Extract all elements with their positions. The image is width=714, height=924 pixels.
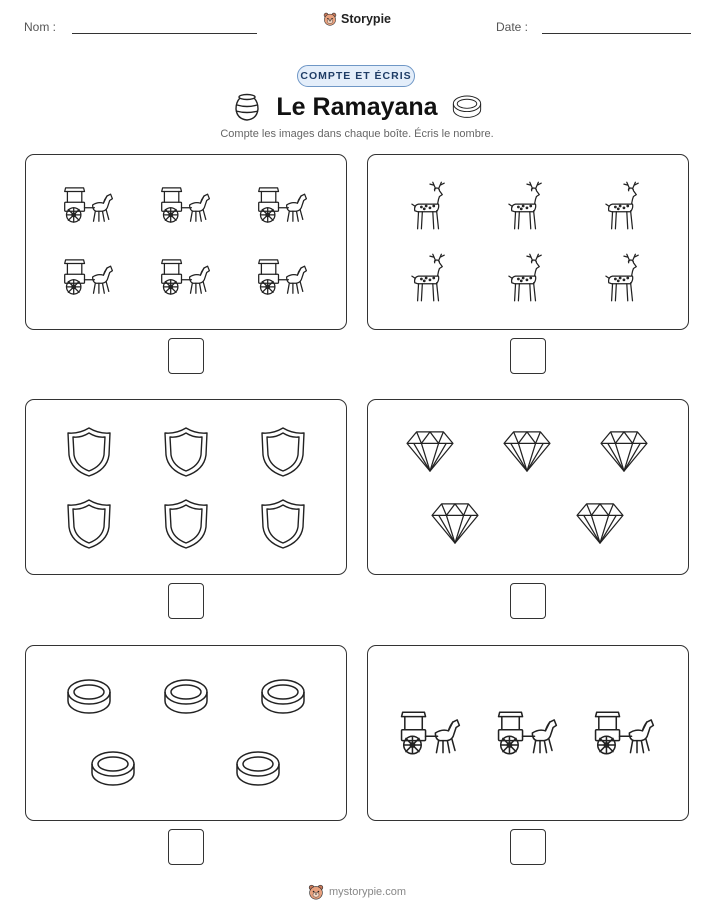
- count-panel-2: [367, 154, 689, 330]
- diamond-icon: [430, 501, 480, 545]
- ring-icon: [90, 749, 136, 789]
- deer-icon: [507, 251, 545, 305]
- shield-icon: [163, 426, 209, 478]
- title-row: [0, 92, 714, 122]
- chariot-icon: [159, 257, 213, 297]
- chariot-icon: [256, 257, 310, 297]
- brand-name: Storypie: [340, 12, 391, 26]
- ring-icon: [260, 677, 306, 717]
- footer-site: mystorypie.com: [328, 886, 407, 898]
- shield-icon: [260, 498, 306, 550]
- answer-box-6[interactable]: [510, 829, 546, 865]
- shield-icon: [163, 498, 209, 550]
- deer-icon: [410, 179, 448, 233]
- name-label: Nom :: [24, 20, 57, 34]
- shield-icon: [260, 426, 306, 478]
- answer-box-4[interactable]: [510, 583, 546, 619]
- deer-icon: [604, 179, 642, 233]
- activity-badge: COMPTE ET ÉCRIS: [297, 65, 415, 87]
- diamond-icon: [575, 501, 625, 545]
- date-line[interactable]: [542, 33, 691, 34]
- ring-icon: [163, 677, 209, 717]
- count-panel-4: [367, 399, 689, 575]
- ring-icon: [452, 94, 482, 120]
- answer-box-1[interactable]: [168, 338, 204, 374]
- footer: [0, 884, 714, 900]
- deer-icon: [410, 251, 448, 305]
- chariot-icon: [592, 709, 658, 757]
- count-panel-6: [367, 645, 689, 821]
- chariot-icon: [159, 185, 213, 225]
- page-title: Le Ramayana: [276, 92, 438, 121]
- answer-box-3[interactable]: [168, 583, 204, 619]
- brand-logo: [0, 12, 714, 26]
- diamond-icon: [405, 429, 455, 473]
- instruction-text: Compte les images dans chaque boîte. Écris le nombre.: [220, 128, 494, 140]
- date-label: Date :: [496, 20, 529, 34]
- deer-icon: [604, 251, 642, 305]
- count-panel-5: [25, 645, 347, 821]
- answer-box-5[interactable]: [168, 829, 204, 865]
- name-line[interactable]: [72, 33, 257, 34]
- answer-box-2[interactable]: [510, 338, 546, 374]
- chariot-icon: [62, 185, 116, 225]
- shield-icon: [66, 498, 112, 550]
- chariot-icon: [62, 257, 116, 297]
- count-panel-1: [25, 154, 347, 330]
- bear-icon: [323, 12, 337, 26]
- chariot-icon: [398, 709, 464, 757]
- shield-icon: [66, 426, 112, 478]
- ring-icon: [66, 677, 112, 717]
- deer-icon: [507, 179, 545, 233]
- diamond-icon: [599, 429, 649, 473]
- chariot-icon: [495, 709, 561, 757]
- ring-icon: [235, 749, 281, 789]
- count-panel-3: [25, 399, 347, 575]
- chariot-icon: [256, 185, 310, 225]
- diamond-icon: [502, 429, 552, 473]
- bear-icon: [308, 884, 324, 900]
- pot-icon: [232, 92, 262, 122]
